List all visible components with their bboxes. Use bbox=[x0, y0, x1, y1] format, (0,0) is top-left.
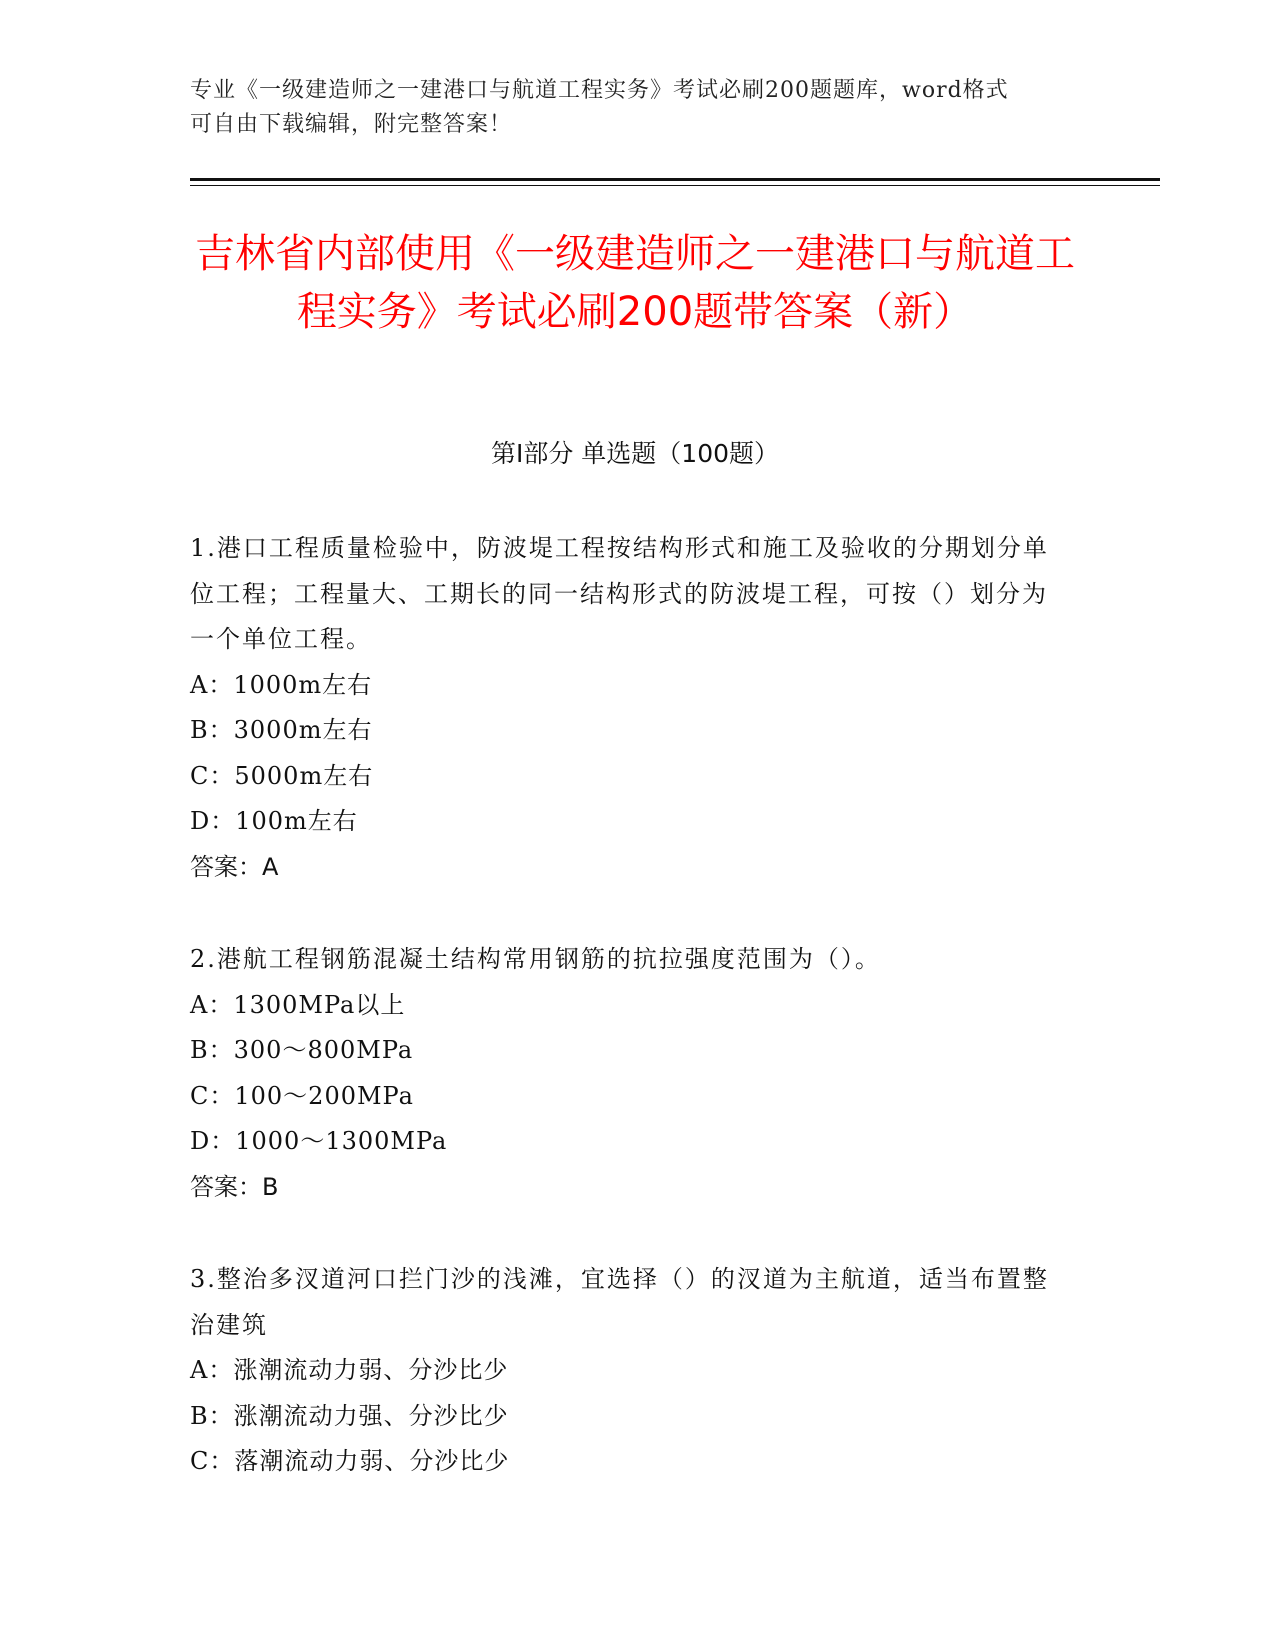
option-c: C：100～200MPa bbox=[190, 1081, 414, 1110]
header-divider-thin bbox=[190, 185, 1160, 186]
header-divider-thick bbox=[190, 178, 1160, 181]
option-a: A：涨潮流动力弱、分沙比少 bbox=[190, 1356, 509, 1384]
question-1 bbox=[190, 526, 1070, 890]
answer: 答案：A bbox=[190, 852, 279, 881]
question-stem: 2.港航工程钢筋混凝土结构常用钢筋的抗拉强度范围为（）。 bbox=[190, 945, 881, 973]
document-title: 吉林省内部使用《一级建造师之一建港口与航道工程实务》考试必刷200题带答案（新） bbox=[195, 231, 1075, 335]
question-2 bbox=[190, 937, 1070, 1210]
option-d: D：1000～1300MPa bbox=[190, 1127, 448, 1155]
section-title: 第Ⅰ部分 单选题（100题） bbox=[490, 439, 780, 468]
option-a: A：1000m左右 bbox=[190, 670, 373, 699]
option-c: C：5000m左右 bbox=[190, 761, 374, 790]
option-b: B：300～800MPa bbox=[190, 1036, 414, 1064]
answer: 答案：B bbox=[190, 1172, 279, 1201]
option-a: A：1300MPa以上 bbox=[190, 990, 406, 1019]
header-note bbox=[190, 74, 1090, 142]
question-3 bbox=[190, 1257, 1070, 1485]
question-stem: 3.整治多汊道河口拦门沙的浅滩，宜选择（）的汊道为主航道，适当布置整治建筑 bbox=[190, 1265, 1049, 1339]
header-note-line-1: 专业《一级建造师之一建港口与航道工程实务》考试必刷200题题库，word格式 bbox=[190, 78, 1009, 103]
question-stem: 1.港口工程质量检验中，防波堤工程按结构形式和施工及验收的分期划分单位工程；工程量大、工期长的同一结构形式的防波堤工程，可按（）划分为一个单位工程。 bbox=[190, 534, 1049, 653]
option-c: C：落潮流动力弱、分沙比少 bbox=[190, 1447, 510, 1475]
option-d: D：100m左右 bbox=[190, 807, 358, 835]
header-note-line-2: 可自由下载编辑，附完整答案！ bbox=[190, 112, 513, 137]
option-b: B：涨潮流动力强、分沙比少 bbox=[190, 1401, 509, 1430]
option-b: B：3000m左右 bbox=[190, 716, 373, 744]
